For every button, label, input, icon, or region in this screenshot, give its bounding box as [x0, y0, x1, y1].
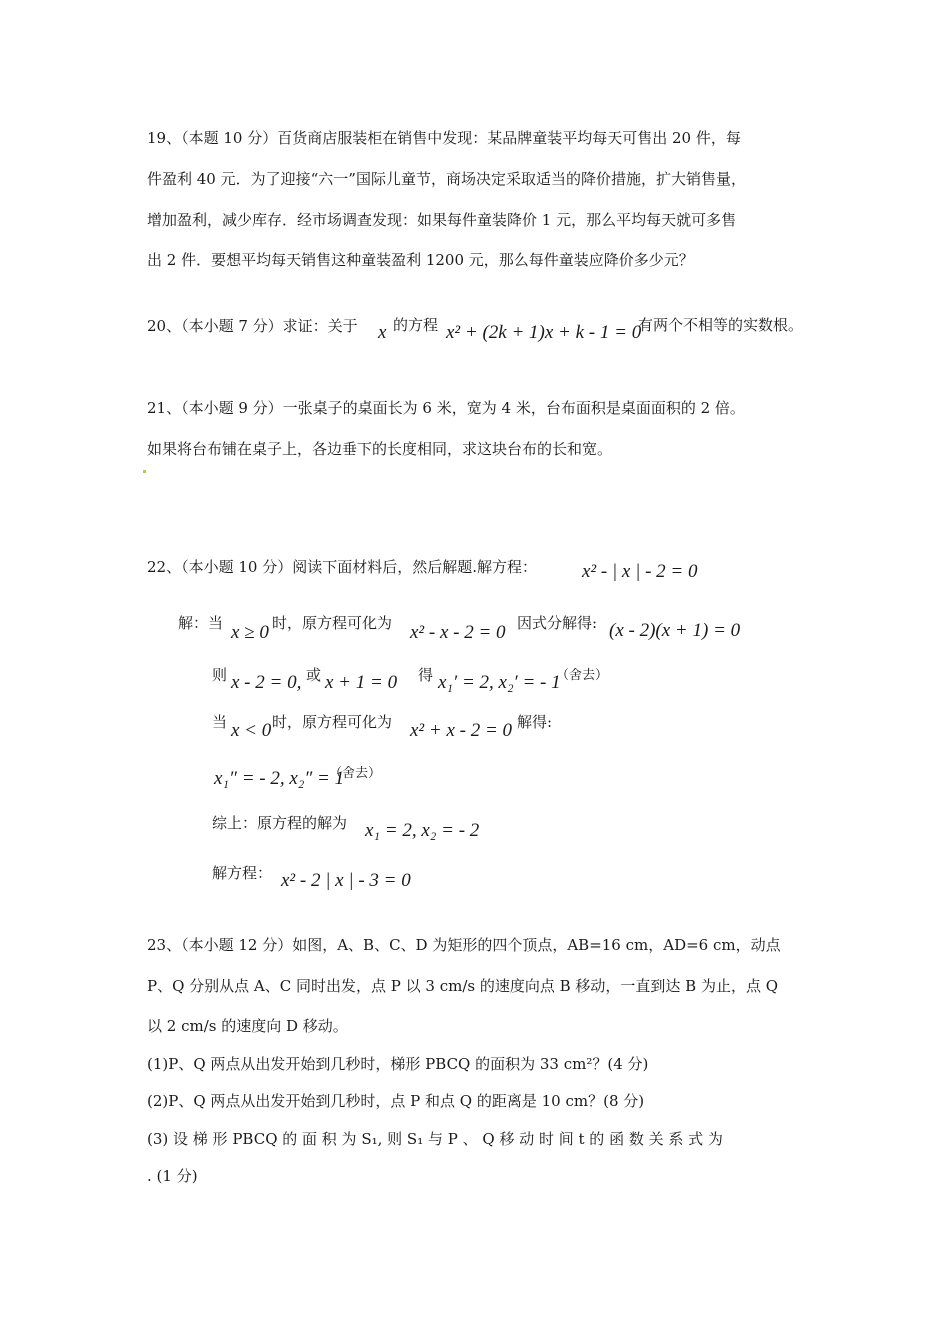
q23-line-1: 23、（本小题 12 分）如图，A、B、C、D 为矩形的四个顶点，AB=16 cm，AD=6 cm，动点	[147, 936, 781, 954]
q22-or: 或	[306, 666, 322, 684]
q22-then: 则	[212, 666, 228, 684]
q20-equation: x² + (2k + 1)x + k - 1 = 0	[446, 322, 642, 343]
q22-equation-1: x² - x - 2 = 0	[410, 622, 506, 643]
q22-summary: 综上：原方程的解为	[212, 814, 348, 832]
q22-solve-label: 解得:	[517, 713, 553, 731]
q23-part-3: (3) 设 梯 形 PBCQ 的 面 积 为 S₁, 则 S₁ 与 P 、 Q 移 动 时 间 t 的 函 数 关 系 式 为	[147, 1130, 723, 1148]
q22-roots-a: x - 2 = 0,	[231, 672, 302, 693]
q23-line-3: 以 2 cm/s 的速度向 D 移动。	[147, 1017, 348, 1035]
q20-line	[147, 314, 358, 338]
q22-equation-2: x² + x - 2 = 0	[410, 720, 513, 741]
q22-final-roots: x₁ = 2, x₂ = - 2	[365, 820, 480, 841]
q22-roots-b: x + 1 = 0	[325, 672, 398, 693]
q22-get: 得	[418, 666, 434, 684]
q20-variable: x	[378, 322, 387, 343]
q22-roots-1: x₁′ = 2, x₂′ = - 1	[438, 672, 561, 693]
q23-line-2: P、Q 分别从点 A、C 同时出发，点 P 以 3 cm/s 的速度向点 B 移动，一直到达 B 为止，点 Q	[147, 977, 779, 995]
q22-discard-1: （舍去）	[556, 668, 609, 683]
q22-factored: (x - 2)(x + 1) = 0	[609, 620, 741, 641]
q22-task-equation: x² - 2 | x | - 3 = 0	[281, 870, 411, 891]
q22-discard-2: （舍去）	[329, 766, 382, 781]
q19-line-1: 19、（本题 10 分）百货商店服装柜在销售中发现：某品牌童装平均每天可售出 20 件，每	[147, 129, 741, 147]
q23-part-3-end: . (1 分)	[147, 1167, 198, 1185]
q20-mid: 的方程	[393, 316, 439, 334]
q22-condition-1: x ≥ 0	[231, 622, 269, 643]
q19-line-3: 增加盈利，减少库存．经市场调查发现：如果每件童装降价 1 元，那么平均每天就可多售	[147, 211, 737, 229]
q19-line-2: 件盈利 40 元．为了迎接“六一”国际儿童节，商场决定采取适当的降价措施，扩大销售量，	[147, 170, 746, 188]
q22-factor-label: 因式分解得:	[517, 614, 598, 632]
q22-when-2: 当	[212, 713, 228, 731]
q22-transform-1: 时，原方程可化为	[272, 614, 393, 632]
q22-roots-2: x₁″ = - 2, x₂″ = 1	[214, 768, 345, 789]
q20-suffix: 有两个不相等的实数根。	[638, 316, 804, 334]
q22-transform-2: 时，原方程可化为	[272, 713, 393, 731]
q22-solution-start: 解：当	[178, 614, 224, 632]
q21-line-2: 如果将台布铺在桌子上，各边垂下的长度相同，求这块台布的长和宽。	[147, 440, 613, 458]
q22-equation: x² - | x | - 2 = 0	[582, 561, 698, 582]
q19-line-4: 出 2 件．要想平均每天销售这种童装盈利 1200 元，那么每件童装应降价多少元？	[147, 251, 694, 269]
stray-mark	[143, 470, 146, 473]
q22-task-label: 解方程：	[212, 864, 273, 882]
q21-line-1: 21、（本小题 9 分）一张桌子的桌面长为 6 米，宽为 4 米，台布面积是桌面面积的 2 倍。	[147, 399, 745, 417]
q22-condition-2: x < 0	[231, 720, 272, 741]
q23-part-1: (1)P、Q 两点从出发开始到几秒时，梯形 PBCQ 的面积为 33 cm²？(4 分)	[147, 1055, 649, 1073]
q22-prefix: 22、（本小题 10 分）阅读下面材料后，然后解题.解方程：	[147, 558, 537, 576]
q23-part-2: (2)P、Q 两点从出发开始到几秒时，点 P 和点 Q 的距离是 10 cm？(8 分)	[147, 1092, 645, 1110]
q20-prefix: 20、（本小题 7 分）求证：关于	[147, 317, 358, 335]
